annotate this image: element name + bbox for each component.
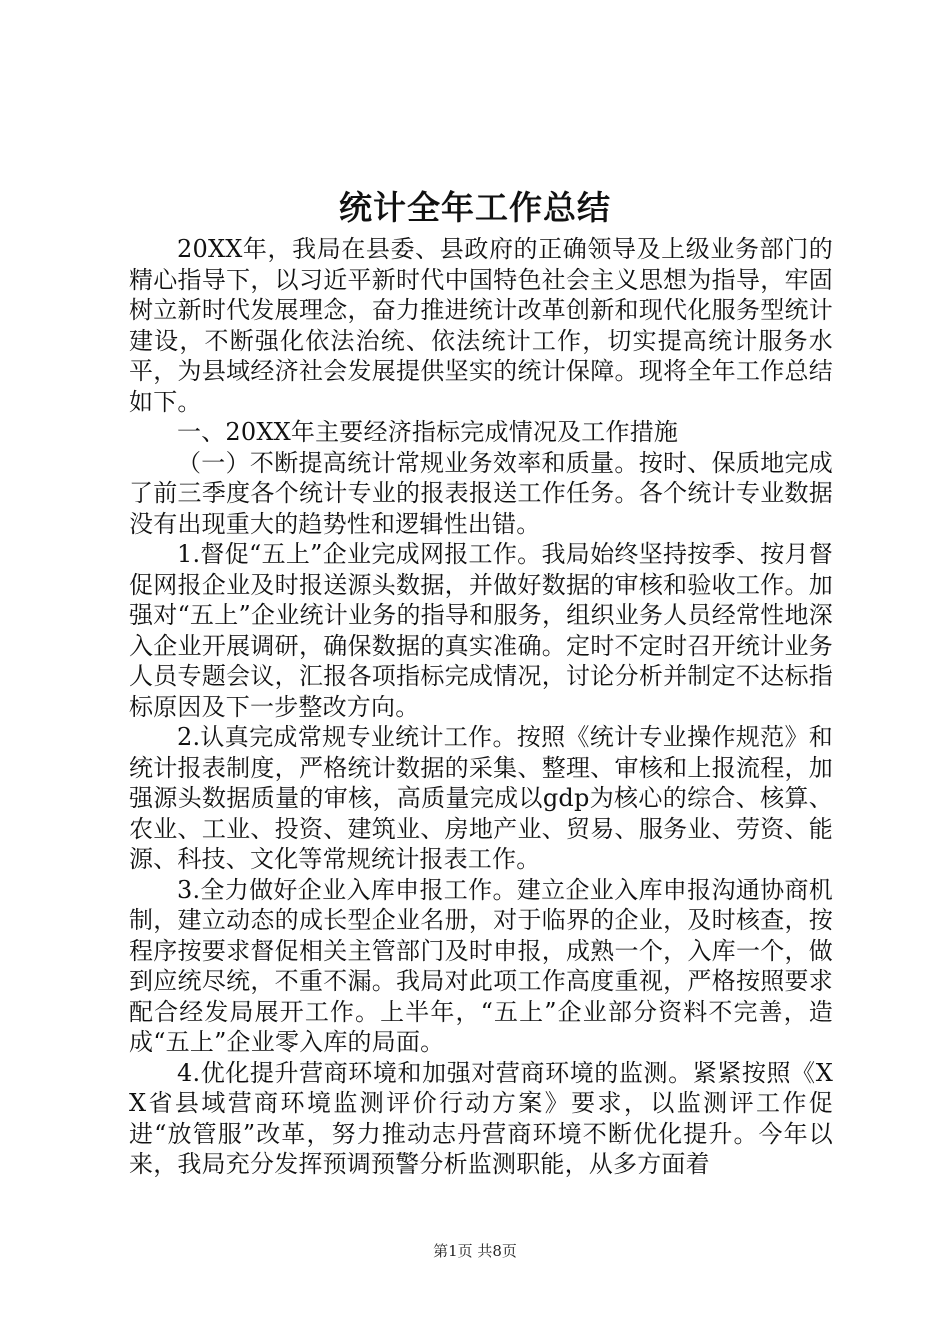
paragraph-item-2: 2.认真完成常规专业统计工作。按照《统计专业操作规范》和统计报表制度，严格统计数据的采集、整理、审核和上报流程，加强源头数据质量的审核，高质量完成以gdp为核心的综合、核算、农业、工业、投资、建筑业、房地产业、贸易、服务业、劳资、能源、科技、文化等常规统计报表工作。 [129,723,833,873]
section-heading-1: 一、20XX年主要经济指标完成情况及工作措施 [177,418,679,446]
document-title: 统计全年工作总结 [339,188,611,227]
document-body [129,234,833,1180]
paragraph-item-3: 3.全力做好企业入库申报工作。建立企业入库申报沟通协商机制，建立动态的成长型企业名册，对于临界的企业，及时核查，按程序按要求督促相关主管部门及时申报，成熟一个，入库一个，做到应统尽统，不重不漏。我局对此项工作高度重视，严格按照要求配合经发局展开工作。上半年，“五上”企业部分资料不完善，造成“五上”企业零入库的局面。 [129,875,833,1056]
paragraph-subsection-1: （一）不断提高统计常规业务效率和质量。按时、保质地完成了前三季度各个统计专业的报表报送工作任务。各个统计专业数据没有出现重大的趋势性和逻辑性出错。 [129,448,833,538]
paragraph-item-1: 1.督促“五上”企业完成网报工作。我局始终坚持按季、按月督促网报企业及时报送源头数据，并做好数据的审核和验收工作。加强对“五上”企业统计业务的指导和服务，组织业务人员经常性地深入企业开展调研，确保数据的真实准确。定时不定时召开统计业务人员专题会议，汇报各项指标完成情况，讨论分析并制定不达标指标原因及下一步整改方向。 [129,540,833,721]
page-number-footer: 第1页 共8页 [433,1242,517,1260]
paragraph-intro: 20XX年，我局在县委、县政府的正确领导及上级业务部门的精心指导下，以习近平新时代中国特色社会主义思想为指导，牢固树立新时代发展理念，奋力推进统计改革创新和现代化服务型统计建设，不断强化依法治统、依法统计工作，切实提高统计服务水平，为县域经济社会发展提供坚实的统计保障。现将全年工作总结如下。 [129,235,833,416]
paragraph-item-4: 4.优化提升营商环境和加强对营商环境的监测。紧紧按照《XX省县域营商环境监测评价行动方案》要求，以监测评工作促进“放管服”改革，努力推动志丹营商环境不断优化提升。今年以来，我局充分发挥预调预警分析监测职能，从多方面着 [129,1058,833,1178]
